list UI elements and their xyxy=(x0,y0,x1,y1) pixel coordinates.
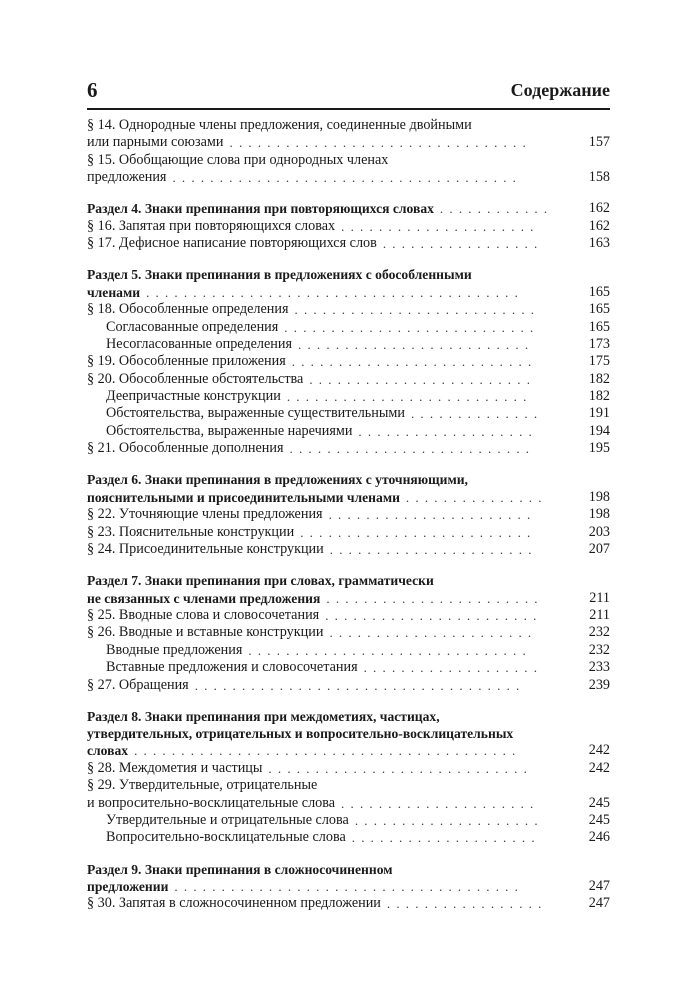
toc-entry-text: § 17. Дефисное написание повторяющихся слов xyxy=(87,235,377,252)
toc-line xyxy=(87,541,610,558)
toc-entry-text: пояснительными и присоединительными членами xyxy=(87,489,400,505)
toc-entry-text: и вопросительно-восклицательные слова xyxy=(87,794,336,811)
toc-line xyxy=(87,506,610,523)
toc-line xyxy=(87,336,610,353)
toc-line xyxy=(87,489,610,506)
toc-entry[interactable] xyxy=(87,353,610,370)
toc-line xyxy=(87,471,610,488)
toc-entry[interactable] xyxy=(87,371,610,388)
toc-page-number: 198 xyxy=(588,506,610,523)
toc-entry[interactable] xyxy=(87,319,610,336)
dot-leader: .............................. xyxy=(248,642,532,658)
toc-line xyxy=(87,200,610,217)
toc-entry-text: Деепричастные конструкции xyxy=(106,388,281,405)
toc-page-number: 162 xyxy=(588,217,610,234)
toc-page-number: 175 xyxy=(588,353,610,370)
dot-leader: ..................... xyxy=(341,795,540,811)
toc-entry-text: Вводные предложения xyxy=(106,641,243,658)
toc-entry-text: словах xyxy=(87,743,129,759)
toc-line xyxy=(87,235,610,252)
toc-entry[interactable] xyxy=(87,117,610,152)
toc-section-entry[interactable] xyxy=(87,708,610,760)
dot-leader: ................. xyxy=(382,236,544,252)
toc-page-number: 158 xyxy=(588,169,610,186)
toc-page-number: 239 xyxy=(588,676,610,693)
toc-page-number: 232 xyxy=(588,624,610,641)
toc-line xyxy=(87,642,610,659)
toc-line xyxy=(87,524,610,541)
toc-entry-text: § 18. Обособленные определения xyxy=(87,301,289,318)
toc-entry-text: Вопросительно-восклицательные слова xyxy=(106,829,346,846)
toc-page-number: 198 xyxy=(588,488,610,505)
toc-page-number: 195 xyxy=(588,440,610,457)
toc-page-number: 232 xyxy=(588,641,610,658)
toc-line xyxy=(87,218,610,235)
dot-leader: ......................... xyxy=(300,524,537,540)
toc-entry-text: членами xyxy=(87,284,141,300)
toc-page-number: 191 xyxy=(588,405,610,422)
toc-page-number: 242 xyxy=(588,759,610,776)
toc-entry[interactable] xyxy=(87,336,610,353)
table-of-contents xyxy=(87,117,610,913)
toc-entry-text: Несогласованные определения xyxy=(106,335,293,352)
toc-section-entry[interactable] xyxy=(87,861,610,896)
dot-leader: ................. xyxy=(386,896,548,912)
toc-line xyxy=(87,878,610,895)
toc-line xyxy=(87,777,610,794)
toc-entry[interactable] xyxy=(87,812,610,829)
toc-line xyxy=(87,624,610,641)
dot-leader: .............. xyxy=(410,406,544,422)
toc-line xyxy=(87,677,610,694)
toc-entry-text: § 26. Вводные и вставные конструкции xyxy=(87,624,324,641)
toc-line xyxy=(87,829,610,846)
section-gap xyxy=(87,694,610,708)
toc-entry-text: Обстоятельства, выраженные наречиями xyxy=(106,422,353,439)
toc-page-number: 173 xyxy=(588,335,610,352)
dot-leader: ...................... xyxy=(329,625,538,641)
toc-line xyxy=(87,812,610,829)
dot-leader: ......................................... xyxy=(134,743,522,759)
toc-section-entry[interactable] xyxy=(87,572,610,607)
toc-entry-text: или парными союзами xyxy=(87,134,224,151)
dot-leader: ................... xyxy=(358,423,538,439)
dot-leader: .......................... xyxy=(289,441,536,457)
toc-entry[interactable] xyxy=(87,642,610,659)
toc-page-number: 182 xyxy=(588,370,610,387)
toc-page-number: 247 xyxy=(588,895,610,912)
dot-leader: ...................... xyxy=(329,541,538,557)
toc-entry[interactable] xyxy=(87,829,610,846)
toc-entry[interactable] xyxy=(87,659,610,676)
dot-leader: ..................... xyxy=(341,218,540,234)
toc-line xyxy=(87,117,610,134)
toc-entry-text: § 28. Междометия и частицы xyxy=(87,759,263,776)
dot-leader: ....................... xyxy=(325,607,543,623)
toc-line xyxy=(87,423,610,440)
toc-entry[interactable] xyxy=(87,423,610,440)
toc-entry[interactable] xyxy=(87,235,610,252)
toc-page-number: 245 xyxy=(588,812,610,829)
dot-leader: ............................ xyxy=(268,760,534,776)
toc-line xyxy=(87,301,610,318)
toc-entry-text: Раздел 5. Знаки препинания в предложениях с обособленными xyxy=(87,267,472,283)
toc-entry-text: Раздел 8. Знаки препинания при междометиях, частицах, xyxy=(87,708,440,724)
running-title: Содержание xyxy=(510,80,610,100)
toc-entry[interactable] xyxy=(87,777,610,812)
dot-leader: ...................... xyxy=(328,507,537,523)
toc-entry-text: § 27. Обращения xyxy=(87,676,189,693)
toc-page-number: 165 xyxy=(588,301,610,318)
toc-entry-text: утвердительных, отрицательных и вопросительно-восклицательных xyxy=(87,726,514,742)
section-gap xyxy=(87,558,610,572)
toc-line xyxy=(87,572,610,589)
toc-page-number: 182 xyxy=(588,388,610,405)
toc-entry[interactable] xyxy=(87,760,610,777)
toc-line xyxy=(87,742,610,759)
toc-entry-text: § 25. Вводные слова и словосочетания xyxy=(87,606,320,623)
toc-line xyxy=(87,319,610,336)
toc-entry-text: § 19. Обособленные приложения xyxy=(87,353,286,370)
dot-leader: .......................... xyxy=(294,302,541,318)
dot-leader: ............... xyxy=(405,489,548,505)
toc-line xyxy=(87,353,610,370)
toc-entry-text: Утвердительные и отрицательные слова xyxy=(106,812,349,829)
toc-page-number: 157 xyxy=(588,134,610,151)
toc-page-number: 246 xyxy=(588,829,610,846)
toc-entry[interactable] xyxy=(87,506,610,523)
toc-line xyxy=(87,388,610,405)
page-number: 6 xyxy=(87,78,98,102)
toc-page-number: 165 xyxy=(588,318,610,335)
toc-entry[interactable] xyxy=(87,440,610,457)
toc-entry[interactable] xyxy=(87,541,610,558)
toc-line xyxy=(87,861,610,878)
dot-leader: ....................... xyxy=(326,590,544,606)
toc-line xyxy=(87,405,610,422)
toc-entry-text: § 22. Уточняющие члены предложения xyxy=(87,506,323,523)
toc-line xyxy=(87,284,610,301)
toc-entry-text: Раздел 4. Знаки препинания при повторяющихся словах xyxy=(87,201,434,217)
toc-entry-text: предложения xyxy=(87,169,167,186)
toc-entry-text: Обстоятельства, выраженные существительными xyxy=(106,405,405,422)
section-gap xyxy=(87,458,610,472)
toc-page-number: 194 xyxy=(588,422,610,439)
toc-entry-text: Раздел 6. Знаки препинания в предложениях с уточняющими, xyxy=(87,472,468,488)
toc-line xyxy=(87,169,610,186)
toc-entry[interactable] xyxy=(87,388,610,405)
section-gap xyxy=(87,253,610,267)
dot-leader: ............ xyxy=(439,201,554,217)
toc-page-number: 203 xyxy=(588,523,610,540)
dot-leader: ........................ xyxy=(309,371,537,387)
page-header xyxy=(87,78,610,108)
toc-line xyxy=(87,725,610,742)
dot-leader: .......................... xyxy=(291,354,538,370)
toc-section-entry[interactable] xyxy=(87,266,610,301)
toc-line xyxy=(87,440,610,457)
toc-entry-text: Вставные предложения и словосочетания xyxy=(106,659,358,676)
toc-entry-text: Согласованные определения xyxy=(106,318,279,335)
toc-entry-text: § 29. Утвердительные, отрицательные xyxy=(87,777,318,794)
dot-leader: ........................................ xyxy=(146,284,525,300)
toc-entry-text: § 30. Запятая в сложносочиненном предложении xyxy=(87,895,381,912)
toc-page-number: 245 xyxy=(588,794,610,811)
toc-entry[interactable] xyxy=(87,624,610,641)
toc-entry[interactable] xyxy=(87,301,610,318)
toc-page-number: 211 xyxy=(589,606,610,623)
toc-line xyxy=(87,266,610,283)
toc-entry-text: § 20. Обособленные обстоятельства xyxy=(87,370,304,387)
toc-page-number: 165 xyxy=(588,283,610,300)
toc-section-entry[interactable] xyxy=(87,200,610,217)
toc-line xyxy=(87,659,610,676)
dot-leader: .................... xyxy=(351,830,541,846)
toc-entry[interactable] xyxy=(87,152,610,187)
toc-line xyxy=(87,708,610,725)
toc-entry[interactable] xyxy=(87,218,610,235)
toc-page-number: 211 xyxy=(589,589,610,606)
toc-line xyxy=(87,590,610,607)
toc-entry[interactable] xyxy=(87,524,610,541)
toc-line xyxy=(87,760,610,777)
toc-line xyxy=(87,895,610,912)
section-gap xyxy=(87,187,610,201)
toc-entry-text: § 21. Обособленные дополнения xyxy=(87,440,284,457)
dot-leader: ......................... xyxy=(298,336,535,352)
toc-section-entry[interactable] xyxy=(87,471,610,506)
toc-entry-text: Раздел 9. Знаки препинания в сложносочиненном xyxy=(87,861,393,877)
toc-page-number: 162 xyxy=(588,200,610,217)
toc-page-number: 207 xyxy=(588,540,610,557)
toc-page-number: 242 xyxy=(588,742,610,759)
toc-entry-text: § 24. Присоединительные конструкции xyxy=(87,540,324,557)
toc-page-number: 233 xyxy=(588,659,610,676)
toc-entry[interactable] xyxy=(87,677,610,694)
toc-page-number: 163 xyxy=(588,235,610,252)
dot-leader: .......................... xyxy=(286,389,533,405)
toc-entry[interactable] xyxy=(87,895,610,912)
dot-leader: ..................................... xyxy=(172,170,523,186)
toc-entry-text: предложении xyxy=(87,879,169,895)
toc-entry-text: § 14. Однородные члены предложения, соединенные двойными xyxy=(87,117,472,133)
toc-entry[interactable] xyxy=(87,607,610,624)
toc-line xyxy=(87,134,610,151)
dot-leader: ................................... xyxy=(194,677,526,693)
toc-entry-text: § 23. Пояснительные конструкции xyxy=(87,523,295,540)
toc-entry-text: Раздел 7. Знаки препинания при словах, грамматически xyxy=(87,573,434,589)
header-rule xyxy=(87,108,610,110)
toc-line xyxy=(87,371,610,388)
toc-line xyxy=(87,795,610,812)
dot-leader: ................... xyxy=(363,660,544,676)
toc-entry-text: не связанных с членами предложения xyxy=(87,590,321,606)
toc-line xyxy=(87,607,610,624)
dot-leader: .................... xyxy=(354,813,544,829)
toc-line xyxy=(87,152,610,169)
dot-leader: ..................................... xyxy=(174,879,525,895)
toc-entry-text: § 15. Обобщающие слова при однородных членах xyxy=(87,151,389,168)
toc-entry-text: § 16. Запятая при повторяющихся словах xyxy=(87,217,336,234)
section-gap xyxy=(87,847,610,861)
dot-leader: ................................ xyxy=(229,135,532,151)
toc-entry[interactable] xyxy=(87,405,610,422)
toc-page-number: 247 xyxy=(588,878,610,895)
dot-leader: ........................... xyxy=(284,319,540,335)
